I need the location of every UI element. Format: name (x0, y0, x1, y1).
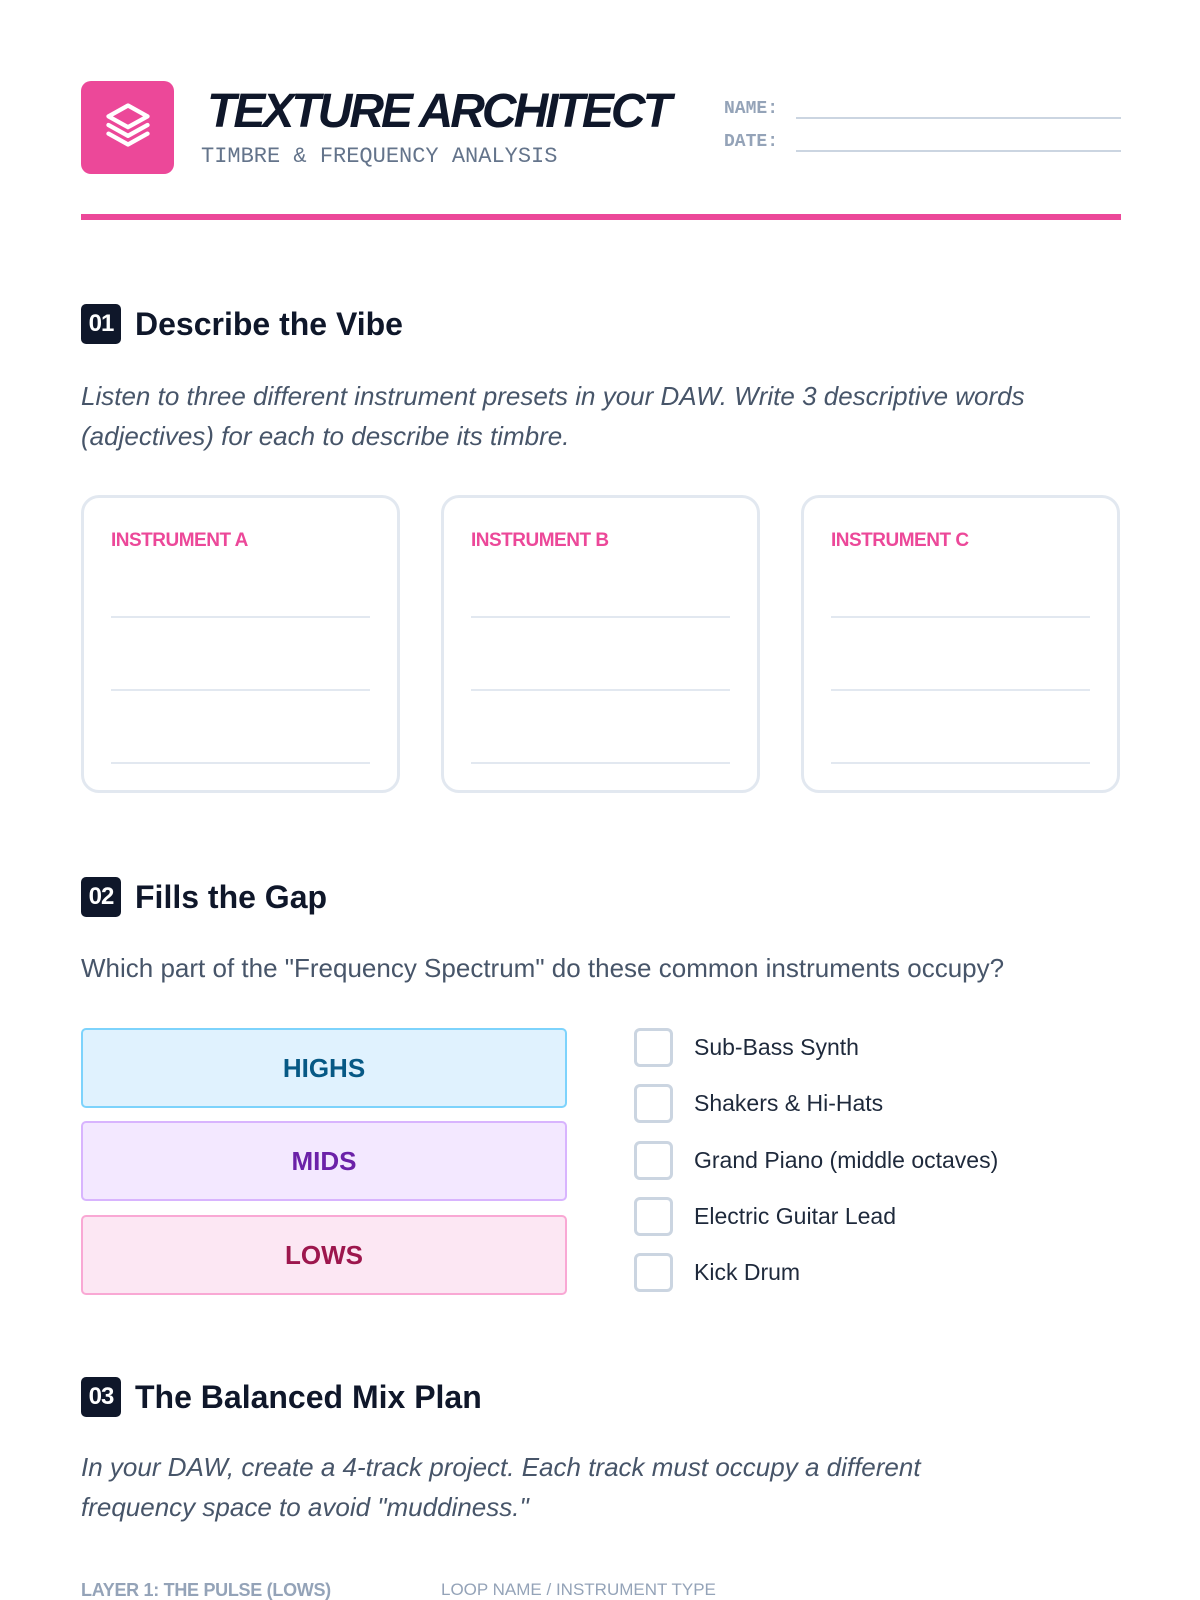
checkbox[interactable] (634, 1141, 673, 1180)
instrument-card-b (441, 495, 760, 793)
section-1-description: Listen to three different instrument presets in your DAW. Write 3 descriptive words (adjectives) for each to describe its timbre. (81, 381, 1025, 451)
answer-line[interactable] (831, 762, 1090, 764)
instrument-card-label: INSTRUMENT C (831, 530, 969, 551)
checkbox-label: Sub-Bass Synth (694, 1034, 859, 1060)
checkbox[interactable] (634, 1197, 673, 1236)
date-label: DATE: (724, 132, 779, 152)
instrument-check-item (634, 1028, 859, 1067)
date-line[interactable] (796, 132, 1121, 152)
answer-line[interactable] (831, 616, 1090, 618)
name-label: NAME: (724, 99, 779, 119)
answer-line[interactable] (471, 616, 730, 618)
instrument-check-item (634, 1197, 896, 1236)
band-highs[interactable]: HIGHS (81, 1028, 567, 1108)
instrument-check-item (634, 1141, 998, 1180)
header-divider (81, 214, 1121, 220)
section-2-title: Fills the Gap (135, 878, 328, 915)
section-3-number: 03 (81, 1377, 121, 1417)
checkbox-label: Electric Guitar Lead (694, 1203, 896, 1229)
section-3-title: The Balanced Mix Plan (135, 1378, 482, 1415)
checkbox-label: Shakers & Hi-Hats (694, 1090, 884, 1116)
section-3-heading (81, 1377, 482, 1417)
instrument-card-c (801, 495, 1120, 793)
page-title: TEXTURE ARCHITECT (207, 85, 669, 138)
checkbox-label: Kick Drum (694, 1259, 801, 1285)
page-subtitle: TIMBRE & FREQUENCY ANALYSIS (201, 144, 558, 169)
checkbox[interactable] (634, 1253, 673, 1292)
instrument-check-item (634, 1084, 883, 1123)
answer-line[interactable] (111, 762, 370, 764)
instrument-check-item (634, 1253, 800, 1292)
instrument-card-label: INSTRUMENT A (111, 530, 248, 551)
section-2-heading (81, 877, 327, 917)
section-1-heading (81, 304, 403, 344)
layer-1-label: LAYER 1: THE PULSE (LOWS) (81, 1580, 331, 1600)
checkbox[interactable] (634, 1084, 673, 1123)
instrument-card-label: INSTRUMENT B (471, 530, 609, 551)
section-2-number: 02 (81, 877, 121, 917)
section-1-number: 01 (81, 304, 121, 344)
band-lows[interactable]: LOWS (81, 1215, 567, 1295)
logo (81, 81, 174, 174)
answer-line[interactable] (471, 762, 730, 764)
name-line[interactable] (796, 99, 1121, 119)
checkbox[interactable] (634, 1028, 673, 1067)
section-2-description: Which part of the "Frequency Spectrum" do these common instruments occupy? (81, 953, 1005, 983)
section-3-description: In your DAW, create a 4-track project. Each track must occupy a different frequency space to avoid "muddiness." (81, 1452, 921, 1522)
section-1-title: Describe the Vibe (135, 305, 403, 342)
answer-line[interactable] (831, 689, 1090, 691)
band-mids[interactable]: MIDS (81, 1121, 567, 1201)
instrument-card-a (81, 495, 400, 793)
name-field (724, 95, 1121, 119)
answer-line[interactable] (111, 689, 370, 691)
checkbox-label: Grand Piano (middle octaves) (694, 1147, 999, 1173)
worksheet-page (81, 0, 1121, 1600)
answer-line[interactable] (471, 689, 730, 691)
layers-icon (102, 99, 154, 156)
date-field (724, 128, 1121, 152)
answer-line[interactable] (111, 616, 370, 618)
loop-name-label: LOOP NAME / INSTRUMENT TYPE (441, 1580, 716, 1599)
